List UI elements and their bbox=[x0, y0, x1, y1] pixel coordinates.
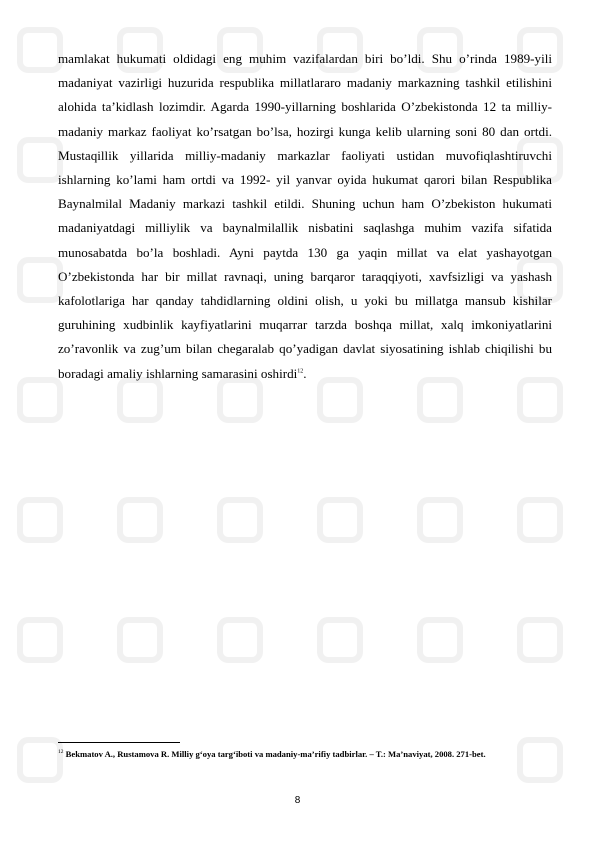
paragraph-text: mamlakat hukumati oldidagi eng muhim vazifalardan biri bo’ldi. Shu o’rinda 1989-yili madaniyat vazirligi huzurida respublika millatlararo madaniy markazning tashkil etilishini alohida ta’kidlash lozimdir. Agarda 1990-yillarning boshlarida O’zbekistonda 12 ta milliy-madaniy markaz faoliyat ko’rsatgan bo’lsa, hozirgi kunga kelib ularning soni 80 dan ortdi. Mustaqillik yillarida milliy-madaniy markazlar faoliyati ustidan muvofiqlashtiruvchi ishlarning ko’lami ham ortdi va 1992- yil yanvar oyida hukumat qarori bilan Respublika Baynalmilal Madaniy markazi tashkil etildi. Shuning uchun ham O’zbekiston hukumati madaniyatdagi milliylik va baynalmilallik nisbatini saqlashga muhim vazifa sifatida munosabatda bo’la boshladi. Ayni paytda 130 ga yaqin millat va elat yashayotgan O’zbekistonda har bir millat ravnaqi, uning barqaror taraqqiyoti, xavfsizligi va yashash kafolotlariga har qanday tahdidlarning oldini olish, u yoki bu millatga mansub kishilar guruhining xudbinlik kayfiyatlarini muqarrar tarzda boshqa millat, xalq imkoniyatlarini zo’ravonlik va zug’um bilan chegaralab qo’yadigan davlat siyosatining ishlab chiqilishi bu boradagi amaliy ishlarning samarasini oshirdi bbox=[58, 51, 552, 381]
footnote-separator bbox=[58, 742, 180, 743]
body-paragraph bbox=[58, 47, 552, 386]
footnote-reference[interactable]: 12 bbox=[297, 368, 304, 375]
footnote-text: Bekmatov A., Rustamova R. Milliy g‘oya targ‘iboti va madaniy-ma’rifiy tadbirlar. – T.: Ma’naviyat, 2008. 271-bet. bbox=[65, 749, 486, 759]
paragraph-end-punctuation: . bbox=[303, 365, 307, 381]
footnote bbox=[58, 748, 552, 760]
page-number: 8 bbox=[294, 795, 301, 806]
footnote-number: 12 bbox=[58, 749, 64, 756]
